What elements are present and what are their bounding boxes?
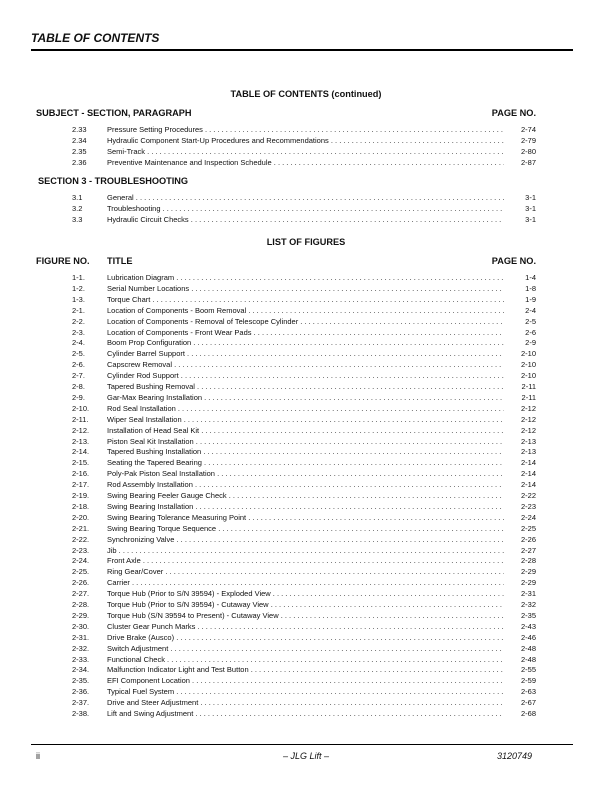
figure-row[interactable] — [0, 523, 612, 534]
figure-row[interactable] — [0, 283, 612, 294]
figure-number: 2-13. — [72, 436, 90, 446]
figure-number: 2-27. — [72, 589, 90, 599]
figure-title: Location of Components - Front Wear Pads . . . — [107, 327, 504, 338]
figure-number-column-header: FIGURE NO. — [36, 256, 90, 266]
figure-row[interactable] — [0, 348, 612, 359]
toc-page: 2-87 — [520, 158, 536, 167]
figure-page: 2-10 — [520, 349, 536, 359]
figure-number: 2-17. — [72, 480, 90, 490]
figure-title: Swing Bearing Torque Sequence . . . — [107, 523, 504, 534]
toc-number: 2.33 — [72, 125, 87, 134]
figure-title: Swing Bearing Feeler Gauge Check . . . — [107, 490, 504, 501]
figure-number: 2-4. — [72, 338, 85, 348]
figure-row[interactable] — [0, 577, 612, 588]
figure-page: 2-32 — [520, 600, 536, 609]
figure-title: Rod Seal Installation . . . — [107, 403, 504, 414]
list-of-figures-title: LIST OF FIGURES — [266, 237, 346, 247]
figure-number: 2-21. — [72, 523, 90, 533]
figure-page: 2-28 — [520, 556, 536, 566]
figure-title: Jib . . . — [107, 545, 504, 556]
toc-title: Hydraulic Component Start-Up Procedures and Recommendations . . . — [107, 135, 504, 146]
figure-number: 2-2. — [72, 316, 85, 326]
figure-title: Tapered Bushing Removal . . . — [107, 381, 504, 392]
figure-title: Cylinder Rod Support . . . — [107, 370, 504, 381]
figure-page: 2-35 — [520, 610, 536, 620]
figure-row[interactable] — [0, 305, 612, 316]
figure-number: 1-1. — [72, 273, 85, 282]
figure-page: 2-13 — [520, 447, 536, 457]
toc-row[interactable] — [0, 157, 612, 168]
figure-number: 2-35. — [72, 676, 90, 686]
footer-rule — [31, 744, 573, 745]
figure-page: 2-12 — [520, 425, 536, 435]
figure-page: 2-26 — [520, 534, 536, 544]
figure-number: 2-1. — [72, 305, 85, 315]
figure-title: Swing Bearing Installation . . . — [107, 501, 504, 512]
figure-row[interactable] — [0, 708, 612, 719]
figure-title: Torque Hub (Prior to S/N 39594) - Cutaway View . . . — [107, 599, 504, 610]
figure-title: Ring Gear/Cover . . . — [107, 566, 504, 577]
figure-page: 2-4 — [525, 305, 536, 315]
figure-row[interactable] — [0, 316, 612, 327]
figure-row[interactable] — [0, 545, 612, 556]
figure-row[interactable] — [0, 359, 612, 370]
figure-number: 2-25. — [72, 567, 90, 577]
toc-page: 3-1 — [525, 215, 536, 224]
figure-page: 2-31 — [520, 589, 536, 599]
figure-page: 2-43 — [520, 621, 536, 631]
figure-title: Installation of Head Seal Kit . . . — [107, 425, 504, 436]
figure-row[interactable] — [0, 468, 612, 479]
toc-page: 3-1 — [525, 193, 536, 202]
figure-page: 2-12 — [520, 403, 536, 413]
figure-page: 2-63 — [520, 687, 536, 697]
figure-number: 2-6. — [72, 360, 85, 370]
figure-row[interactable] — [0, 697, 612, 708]
figure-title: Capscrew Removal . . . — [107, 359, 504, 370]
figure-row[interactable] — [0, 566, 612, 577]
figure-title-column-header: TITLE — [107, 256, 133, 266]
figure-row[interactable] — [0, 675, 612, 686]
figure-row[interactable] — [0, 490, 612, 501]
toc-title: Hydraulic Circuit Checks . . . — [107, 214, 504, 225]
figure-number: 2-26. — [72, 578, 90, 588]
toc-number: 2.35 — [72, 147, 87, 156]
header-rule — [31, 49, 573, 51]
figure-page: 2-29 — [520, 578, 536, 588]
toc-number: 3.2 — [72, 204, 83, 213]
figure-page: 2-68 — [520, 709, 536, 718]
figure-row[interactable] — [0, 599, 612, 610]
toc-row[interactable] — [0, 124, 612, 135]
figure-page: 2-46 — [520, 632, 536, 642]
figure-number: 1-3. — [72, 294, 85, 304]
figure-page: 2-14 — [520, 480, 536, 490]
figure-page: 2-59 — [520, 676, 536, 686]
figure-row[interactable] — [0, 337, 612, 348]
figure-row[interactable] — [0, 632, 612, 643]
figure-page: 2-13 — [520, 436, 536, 446]
figure-number: 2-5. — [72, 349, 85, 359]
figure-number: 2-38. — [72, 709, 90, 718]
figure-title: Drive and Steer Adjustment . . . — [107, 697, 504, 708]
figure-row[interactable] — [0, 686, 612, 697]
section-3-heading: SECTION 3 - TROUBLESHOOTING — [38, 176, 189, 186]
figure-number: 2-30. — [72, 621, 90, 631]
figure-title: Piston Seal Kit Installation . . . — [107, 436, 504, 447]
figure-page: 1-4 — [525, 273, 536, 282]
figure-title: Functional Check . . . — [107, 654, 504, 665]
figure-number: 2-19. — [72, 491, 90, 500]
figure-page-column-header: PAGE NO. — [491, 256, 536, 266]
figure-title: Wiper Seal Installation . . . — [107, 414, 504, 425]
figure-number: 2-34. — [72, 665, 90, 675]
figure-title: Boom Prop Configuration . . . — [107, 337, 504, 348]
figure-page: 2-14 — [520, 458, 536, 468]
toc-page: 2-80 — [520, 147, 536, 156]
figure-number: 2-36. — [72, 687, 90, 697]
toc-page-column-header: PAGE NO. — [491, 108, 536, 118]
toc-title: Troubleshooting . . . — [107, 203, 504, 214]
figure-title: Malfunction Indicator Light and Test Button . . . — [107, 664, 504, 675]
toc-row[interactable] — [0, 192, 612, 203]
figure-row[interactable] — [0, 446, 612, 457]
figure-row[interactable] — [0, 370, 612, 381]
figure-number: 2-33. — [72, 654, 90, 664]
figure-row[interactable] — [0, 294, 612, 305]
figure-page: 1-9 — [525, 294, 536, 304]
figure-page: 2-48 — [520, 654, 536, 664]
figure-page: 2-29 — [520, 567, 536, 577]
figure-row[interactable] — [0, 403, 612, 414]
figure-title: Drive Brake (Ausco) . . . — [107, 632, 504, 643]
figure-row[interactable] — [0, 534, 612, 545]
figure-row[interactable] — [0, 643, 612, 654]
figure-page: 2-10 — [520, 360, 536, 370]
figure-number: 2-12. — [72, 425, 90, 435]
figure-title: Carrier . . . — [107, 577, 504, 588]
figure-title: Serial Number Locations . . . — [107, 283, 504, 294]
figure-title: Poly-Pak Piston Seal Installation . . . — [107, 468, 504, 479]
figure-number: 2-16. — [72, 469, 90, 479]
figure-row[interactable] — [0, 414, 612, 425]
figure-number: 2-7. — [72, 371, 85, 381]
figure-title: Gar-Max Bearing Installation . . . — [107, 392, 504, 403]
figure-number: 2-10. — [72, 403, 90, 413]
figure-title: Tapered Bushing Installation . . . — [107, 446, 504, 457]
footer-document-number: 3120749 — [496, 751, 532, 761]
toc-number: 3.1 — [72, 193, 83, 202]
figure-page: 2-67 — [520, 698, 536, 708]
toc-title: Pressure Setting Procedures . . . — [107, 124, 504, 135]
figure-row[interactable] — [0, 588, 612, 599]
figure-title: Lubrication Diagram . . . — [107, 272, 504, 283]
figure-title: Cylinder Barrel Support . . . — [107, 348, 504, 359]
figure-page: 2-14 — [520, 469, 536, 479]
toc-number: 3.3 — [72, 215, 83, 224]
figure-title: Torque Chart . . . — [107, 294, 504, 305]
figure-number: 1-2. — [72, 283, 85, 293]
figure-page: 2-55 — [520, 665, 536, 675]
figure-page: 2-6 — [525, 327, 536, 337]
figure-row[interactable] — [0, 392, 612, 403]
figure-page: 2-11 — [521, 392, 536, 402]
figure-title: Location of Components - Removal of Telescope Cylinder . . . — [107, 316, 504, 327]
figure-title: Rod Assembly Installation . . . — [107, 479, 504, 490]
figure-page: 2-5 — [525, 316, 536, 326]
figure-row[interactable] — [0, 610, 612, 621]
figure-row[interactable] — [0, 664, 612, 675]
toc-page: 2-79 — [520, 136, 536, 145]
figure-number: 2-24. — [72, 556, 90, 566]
figure-page: 2-9 — [525, 338, 536, 348]
figure-number: 2-28. — [72, 600, 90, 609]
footer-page-number: ii — [36, 751, 40, 761]
toc-number: 2.34 — [72, 136, 87, 145]
toc-subject-column-header: SUBJECT - SECTION, PARAGRAPH — [36, 108, 192, 118]
figure-title: Torque Hub (Prior to S/N 39594) - Exploded View . . . — [107, 588, 504, 599]
figure-row[interactable] — [0, 501, 612, 512]
figure-row[interactable] — [0, 381, 612, 392]
figure-title: Cluster Gear Punch Marks . . . — [107, 621, 504, 632]
footer-publisher: – JLG Lift – — [282, 751, 330, 761]
figure-title: Torque Hub (S/N 39594 to Present) - Cutaway View . . . — [107, 610, 504, 621]
continued-title: TABLE OF CONTENTS (continued) — [230, 89, 382, 99]
figure-row[interactable] — [0, 479, 612, 490]
figure-number: 2-23. — [72, 545, 90, 555]
figure-page: 2-23 — [520, 501, 536, 511]
figure-title: Switch Adjustment . . . — [107, 643, 504, 654]
figure-number: 2-15. — [72, 458, 90, 468]
toc-page: 2-74 — [520, 125, 536, 134]
figure-row[interactable] — [0, 512, 612, 523]
figure-row[interactable] — [0, 555, 612, 566]
figure-number: 2-20. — [72, 512, 90, 522]
toc-title: Semi-Track . . . — [107, 146, 504, 157]
toc-row[interactable] — [0, 135, 612, 146]
figure-row[interactable] — [0, 436, 612, 447]
figure-page: 2-12 — [520, 414, 536, 424]
toc-row[interactable] — [0, 214, 612, 225]
toc-row[interactable] — [0, 146, 612, 157]
toc-title: Preventive Maintenance and Inspection Schedule . . . — [107, 157, 504, 168]
figure-number: 2-9. — [72, 392, 85, 402]
page-header-title: TABLE OF CONTENTS — [31, 31, 160, 45]
figure-row[interactable] — [0, 621, 612, 632]
figure-page: 2-10 — [520, 371, 536, 381]
figure-page: 2-27 — [520, 545, 536, 555]
figure-number: 2-8. — [72, 382, 85, 391]
figure-number: 2-32. — [72, 643, 90, 653]
figure-title: Lift and Swing Adjustment . . . — [107, 708, 504, 719]
figure-number: 2-31. — [72, 632, 90, 642]
toc-row[interactable] — [0, 203, 612, 214]
figure-title: Location of Components - Boom Removal . . . — [107, 305, 504, 316]
figure-row[interactable] — [0, 327, 612, 338]
figure-title: Typical Fuel System . . . — [107, 686, 504, 697]
figure-page: 2-11 — [521, 382, 536, 391]
figure-title: Synchronizing Valve . . . — [107, 534, 504, 545]
figure-number: 2-22. — [72, 534, 90, 544]
toc-title: General . . . — [107, 192, 504, 203]
figure-number: 2-3. — [72, 327, 85, 337]
figure-number: 2-29. — [72, 610, 90, 620]
toc-page: 3-1 — [525, 204, 536, 213]
figure-title: Front Axle . . . — [107, 555, 504, 566]
figure-page: 1-8 — [525, 283, 536, 293]
figure-number: 2-11. — [72, 414, 89, 424]
figure-title: EFI Component Location . . . — [107, 675, 504, 686]
figure-row[interactable] — [0, 654, 612, 665]
figure-number: 2-37. — [72, 698, 90, 708]
figure-page: 2-24 — [520, 512, 536, 522]
toc-number: 2.36 — [72, 158, 87, 167]
figure-title: Seating the Tapered Bearing . . . — [107, 457, 504, 468]
figure-row[interactable] — [0, 457, 612, 468]
figure-number: 2-18. — [72, 501, 90, 511]
figure-title: Swing Bearing Tolerance Measuring Point . . . — [107, 512, 504, 523]
figure-page: 2-22 — [520, 491, 536, 500]
figure-row[interactable] — [0, 272, 612, 283]
figure-page: 2-25 — [520, 523, 536, 533]
figure-row[interactable] — [0, 425, 612, 436]
figure-number: 2-14. — [72, 447, 90, 457]
figure-page: 2-48 — [520, 643, 536, 653]
